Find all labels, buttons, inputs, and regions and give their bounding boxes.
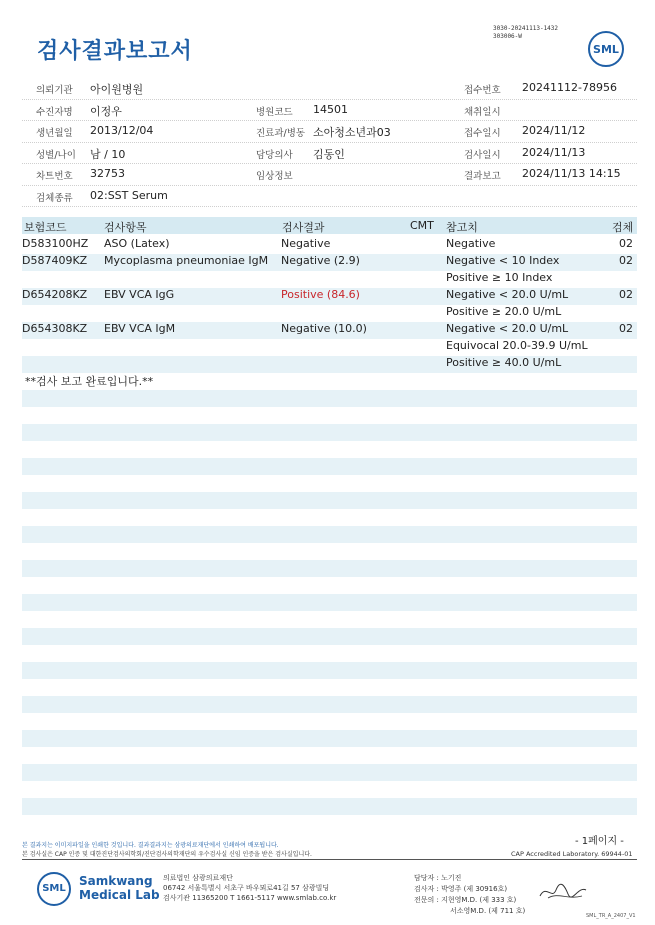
row-specimen: 02 — [619, 237, 633, 250]
row-reference: Positive ≥ 10 Index — [446, 271, 553, 284]
row-band — [22, 526, 637, 543]
hospital-code-value: 14501 — [313, 102, 348, 116]
sex-age-label: 성별/나이 — [36, 149, 76, 161]
receipt-no-value: 20241112-78956 — [522, 81, 617, 94]
report-code — [493, 25, 558, 41]
staff-line: 담당자 : 노기진 — [414, 874, 462, 882]
specimen-value: 02:SST Serum — [90, 188, 168, 202]
org-name — [79, 874, 160, 902]
staff-line: 서소영M.D. (제 711 호) — [450, 907, 526, 915]
row-band — [22, 594, 637, 611]
staff-list — [414, 873, 525, 917]
row-reference: Negative — [446, 237, 496, 250]
col-code: 보험코드 — [24, 221, 67, 234]
row-item: EBV VCA IgM — [104, 322, 176, 335]
row-band — [22, 730, 637, 747]
clinical-label: 임상정보 — [256, 171, 293, 182]
row-reference: Positive ≥ 40.0 U/mL — [446, 356, 562, 369]
org-address-line: 06742 서울특별시 서초구 바우뫼로41길 57 삼광빌딩 — [163, 884, 330, 892]
row-band — [22, 628, 637, 645]
info-row — [22, 78, 637, 100]
row-specimen: 02 — [619, 288, 633, 301]
row-specimen: 02 — [619, 322, 633, 335]
row-band — [22, 458, 637, 475]
row-reference: Equivocal 20.0-39.9 U/mL — [446, 339, 588, 352]
receipt-date-label: 접수일시 — [464, 128, 501, 139]
patient-value: 이정우 — [90, 104, 122, 118]
report-complete-note: **검사 보고 완료입니다.** — [25, 375, 154, 388]
footer-logo: SML — [37, 872, 71, 906]
results-header — [22, 217, 637, 234]
row-band — [22, 798, 637, 815]
row-result: Positive (84.6) — [281, 288, 360, 301]
hospital-code-label: 병원코드 — [256, 106, 293, 118]
col-result: 검사결과 — [282, 221, 325, 234]
row-reference: Negative < 20.0 U/mL — [446, 322, 569, 335]
client-label: 의뢰기관 — [36, 85, 73, 96]
staff-line: 전문의 : 지현영M.D. (제 333 호) — [414, 896, 517, 904]
specimen-label: 검체종류 — [36, 192, 73, 204]
info-row — [22, 100, 637, 122]
row-result: Negative (10.0) — [281, 322, 367, 335]
info-row — [22, 186, 637, 208]
org-name-line1: Samkwang — [79, 874, 153, 888]
row-result: Negative — [281, 237, 331, 250]
report-date-label: 결과보고 — [464, 171, 501, 182]
row-item: EBV VCA IgG — [104, 288, 175, 301]
patient-label: 수진자명 — [36, 106, 73, 118]
accreditation-notice: 본 검사실은 CAP 인증 및 대한진단검사의학회/진단검사의학재단의 우수검사실 신임 인증을 받은 검사실입니다. — [22, 851, 312, 858]
row-reference: Negative < 10 Index — [446, 254, 560, 267]
client-value: 아이원병원 — [90, 83, 144, 96]
test-date-value: 2024/11/13 — [522, 145, 586, 159]
doctor-label: 담당의사 — [256, 149, 293, 161]
org-address-line: 의료법인 삼광의료재단 — [163, 874, 233, 882]
row-result: Negative (2.9) — [281, 254, 360, 267]
patient-info — [22, 78, 637, 207]
info-row — [22, 164, 637, 186]
row-band — [22, 424, 637, 441]
row-code: D654308KZ — [22, 322, 88, 335]
report-title: 검사결과보고서 — [37, 39, 193, 64]
org-name-line2: Medical Lab — [79, 888, 160, 902]
results-table — [22, 217, 637, 817]
staff-line: 검사자 : 박영주 (제 30916호) — [414, 885, 508, 893]
org-address — [163, 873, 336, 903]
row-band — [22, 492, 637, 509]
row-band — [22, 662, 637, 679]
row-band — [22, 764, 637, 781]
collect-date-label: 채취일시 — [464, 106, 501, 118]
report-code-line1: 3030-20241113-1432 — [493, 25, 559, 32]
col-item: 검사항목 — [104, 221, 147, 234]
row-band — [22, 390, 637, 407]
doctor-value: 김동인 — [313, 147, 345, 161]
sml-logo: SML — [588, 31, 624, 67]
row-item: ASO (Latex) — [104, 237, 170, 250]
row-band — [22, 696, 637, 713]
report-date-value: 2024/11/13 14:15 — [522, 167, 621, 180]
receipt-no-label: 접수번호 — [464, 85, 501, 96]
org-address-line: 검사기관 11365200 T 1661-5117 www.smlab.co.kr — [163, 894, 337, 902]
birth-label: 생년월일 — [36, 128, 73, 139]
page-number: - 1페이지 - — [575, 836, 624, 847]
info-row — [22, 143, 637, 165]
col-ref: 참고치 — [446, 221, 478, 234]
row-reference: Negative < 20.0 U/mL — [446, 288, 569, 301]
form-version: SML_TR_A_2407_V1 — [586, 913, 636, 919]
report-code-line2: 303006-W — [493, 33, 522, 40]
signature-image — [538, 880, 588, 902]
row-band — [22, 560, 637, 577]
dept-label: 진료과/병동 — [256, 128, 306, 139]
row-code: D583100HZ — [22, 237, 89, 250]
birth-value: 2013/12/04 — [90, 124, 154, 137]
row-reference: Positive ≥ 20.0 U/mL — [446, 305, 562, 318]
col-specimen: 검체 — [612, 221, 634, 234]
test-date-label: 검사일시 — [464, 149, 501, 161]
row-code: D654208KZ — [22, 288, 88, 301]
dept-value: 소아청소년과03 — [313, 126, 391, 139]
col-cmt: CMT — [410, 219, 434, 232]
row-specimen: 02 — [619, 254, 633, 267]
chart-value: 32753 — [90, 167, 125, 180]
print-notice: 본 결과지는 이미지파일을 인쇄한 것입니다. 결과결과지는 삼광의료재단에서 인쇄하여 배포됩니다. — [22, 842, 279, 849]
row-code: D587409KZ — [22, 254, 88, 267]
sex-age-value: 남 / 10 — [90, 147, 126, 161]
cap-accreditation: CAP Accredited Laboratory. 69944-01 — [511, 850, 633, 858]
row-item: Mycoplasma pneumoniae IgM — [104, 254, 269, 267]
info-row — [22, 121, 637, 143]
receipt-date-value: 2024/11/12 — [522, 124, 586, 137]
footer-divider — [22, 859, 637, 860]
chart-label: 차트번호 — [36, 171, 73, 182]
